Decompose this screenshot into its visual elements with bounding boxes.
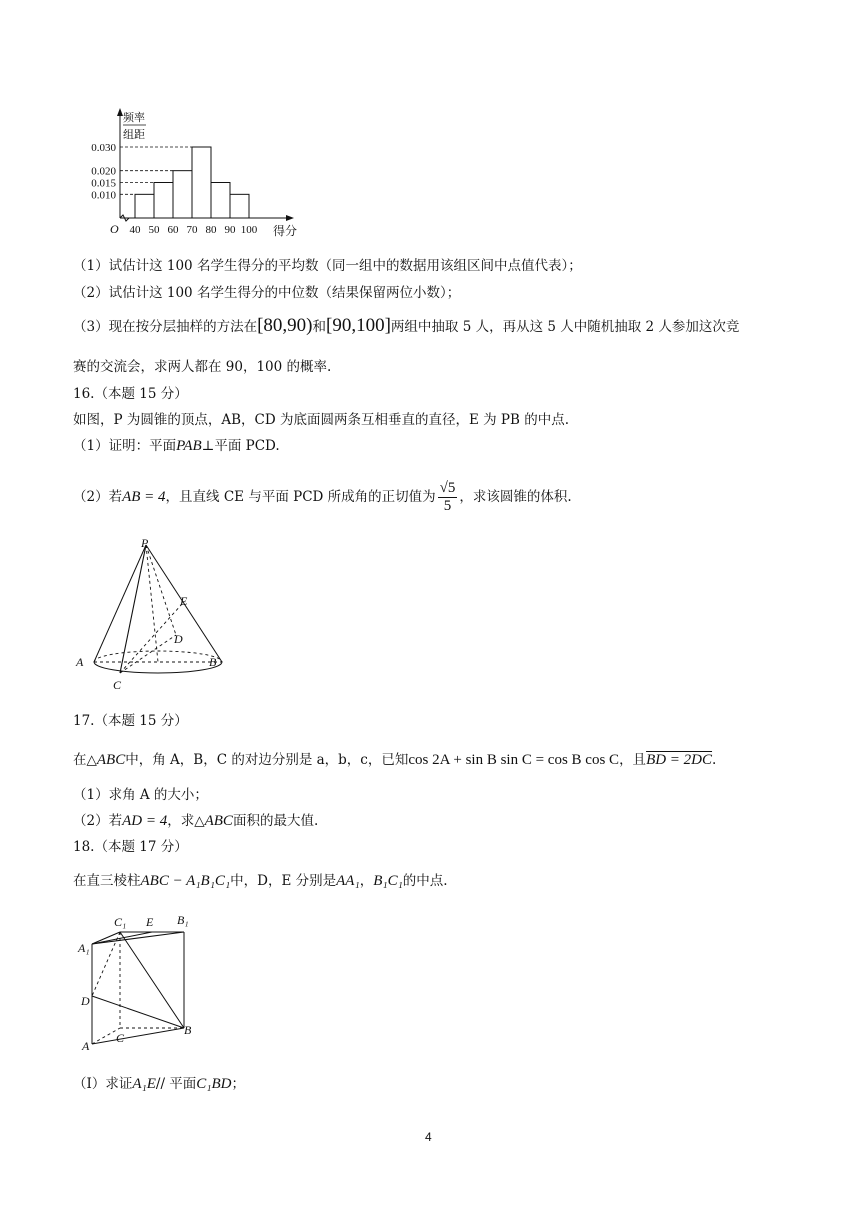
q18-part1: （Ⅰ）求证A₁E// 平面C₁BD； [73, 1076, 245, 1092]
histogram-bar [230, 194, 249, 218]
origin-label: O [110, 222, 119, 236]
label-A: A [82, 1039, 90, 1053]
x-tick-label: 40 [129, 224, 141, 236]
q15-part3-line2: 赛的交流会，求两人都在 90，100 的概率. [73, 359, 332, 375]
y-tick-label: 0.030 [91, 142, 116, 154]
label-E: E [180, 594, 188, 608]
x-tick-label: 100 [240, 224, 258, 236]
label-E: E [146, 915, 154, 929]
prism-figure [74, 908, 204, 1056]
q17-part2: （2）若AD = 4，求△ABC面积的最大值. [73, 813, 319, 829]
fraction-sqrt5-over-5: $\frac{√5}{5}$ [439, 480, 456, 514]
label-B: B [209, 655, 217, 669]
label-D: D [81, 994, 90, 1008]
q15-part3-line1: （3）现在按分层抽样的方法在[80,90)和[90,100]两组中抽取 5 人，再从这 5 人中随机抽取 2 人参加这次竞 [73, 315, 740, 336]
y-tick-label: 0.015 [91, 177, 116, 190]
y-tick-label: 0.010 [91, 189, 116, 202]
y-label-top: 频率 [123, 112, 145, 124]
x-axis-label: 得分 [273, 224, 298, 238]
q18-heading: 18.（本题 17 分） [73, 839, 188, 855]
label-C: C [116, 1031, 125, 1045]
x-tick-label: 80 [205, 224, 217, 236]
x-tick-label: 50 [148, 224, 160, 236]
label-C1: C₁ [114, 915, 127, 929]
interval-80-90: [80,90) [257, 315, 313, 336]
histogram-chart [70, 100, 310, 250]
q17-part1: （1）求角 A 的大小； [73, 787, 208, 803]
label-P: P [141, 536, 149, 550]
label-A: A [76, 655, 84, 669]
q16-part2: （2）若AB = 4，且直线 CE 与平面 PCD 所成角的正切值为 $\frac{√5}{5}$ ，求该圆锥的体积. [73, 480, 572, 514]
histogram-bar [135, 194, 154, 218]
x-tick-label: 90 [224, 224, 236, 236]
histogram-bar [211, 183, 230, 219]
vector-equation: BD = 2DC [646, 752, 713, 768]
formula-cos2a: cos 2A + sin B sin C = cos B cos C [408, 752, 620, 768]
q18-intro: 在直三棱柱ABC − A₁B₁C₁中，D，E 分别是AA₁，B₁C₁的中点. [73, 873, 448, 889]
page-number: 4 [425, 1130, 432, 1144]
label-C: C [113, 678, 122, 692]
label-B: B [184, 1023, 192, 1037]
x-tick-label: 70 [186, 224, 198, 236]
histogram-bar [173, 171, 192, 218]
q15-part2: （2）试估计这 100 名学生得分的中位数（结果保留两位小数）； [73, 285, 461, 301]
label-B1: B₁ [177, 913, 189, 927]
q15-part1: （1）试估计这 100 名学生得分的平均数（同一组中的数据用该组区间中点值代表）； [73, 258, 582, 274]
interval-90-100: [90,100] [326, 315, 391, 336]
cone-figure [72, 535, 232, 695]
q16-heading: 16.（本题 15 分） [73, 386, 188, 402]
histogram-bar [154, 183, 173, 219]
q16-part1: （1）证明：平面PAB⊥平面 PCD. [73, 438, 280, 454]
y-label-bottom: 组距 [123, 129, 145, 141]
q17-intro: 在△ABC中，角 A，B，C 的对边分别是 a，b，c，已知cos 2A + sin B sin C = cos B cos C，且BD = 2DC. [73, 748, 716, 772]
x-tick-label: 60 [167, 224, 179, 236]
q17-heading: 17.（本题 15 分） [73, 713, 188, 729]
y-tick-label: 0.020 [91, 165, 116, 178]
histogram-bar [192, 147, 211, 218]
label-D: D [174, 632, 183, 646]
q16-intro: 如图，P 为圆锥的顶点，AB，CD 为底面圆两条互相垂直的直径，E 为 PB 的中点. [73, 412, 570, 428]
label-A1: A₁ [78, 941, 90, 955]
